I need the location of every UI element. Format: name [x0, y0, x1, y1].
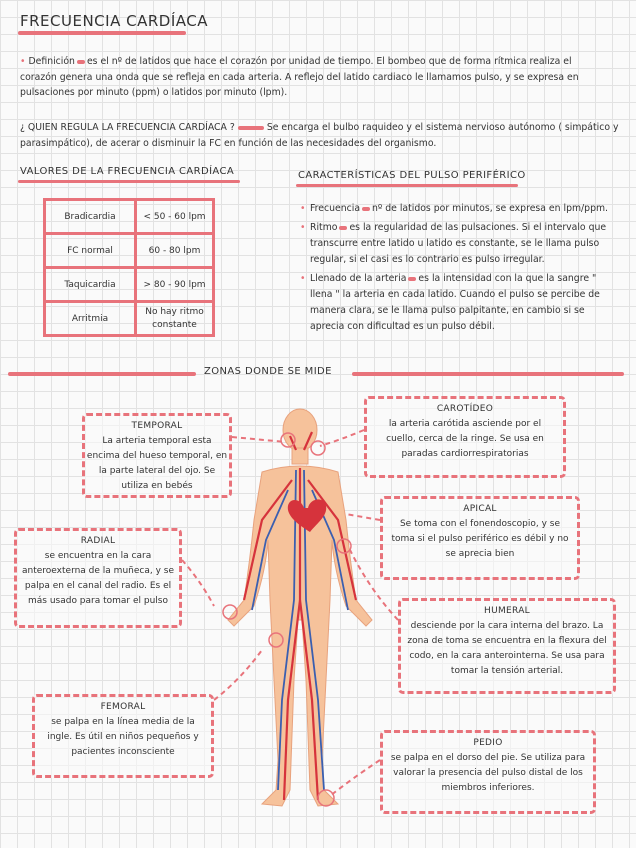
characteristic-label: Ritmo: [310, 222, 338, 233]
bullet-icon: •: [300, 203, 306, 214]
zone-text: se palpa en la línea media de la ingle. Es útil en niños pequeños y pacientes inconsciente: [47, 717, 199, 757]
table-cell-name: FC normal: [45, 234, 136, 268]
table-cell-name: Taquicardia: [45, 268, 136, 302]
pedio-leader-line: [330, 760, 380, 796]
table-cell-value: 60 - 80 lpm: [136, 234, 214, 268]
characteristic-text: nº de latidos por minutos, se expresa en lpm/ppm.: [372, 203, 608, 214]
definition-text-a: es el nº de latidos que hace el corazón por unidad de tiempo. El bombeo que de forma rítmica realiza el: [86, 56, 572, 67]
definition-text-b: corazón genera una onda que se refleja en cada arteria. A reflejo del latido cardiaco le llamamos pulso, y se expresa en: [20, 71, 579, 83]
table-cell-value: < 50 - 60 lpm: [136, 200, 214, 234]
zone-title: FEMORAL: [100, 702, 146, 712]
zone-text: desciende por la cara interna del brazo. La zona de toma se encuentra en la flexura del codo, en la cara anterointerna. Se usa para tomar la tensión arterial.: [407, 621, 607, 676]
zone-text: la arteria carótida asciende por el cuello, cerca de la ringe. Se usa en paradas cardiorrespiratorias: [386, 419, 544, 459]
table-cell-value: No hay ritmo constante: [136, 302, 214, 336]
radial-zone-box: [14, 528, 182, 628]
zone-title: PEDIO: [473, 738, 503, 748]
bullet-icon: •: [20, 56, 26, 67]
zone-title: TEMPORAL: [131, 421, 183, 431]
characteristic-text: es la regularidad de las pulsaciones. Si el intervalo que transcurre entre latido u latido es constante, se le llama pulso regular, si el casi es lo contrario es pulso irregular.: [310, 222, 607, 265]
zone-title: HUMERAL: [484, 606, 530, 616]
apical-zone-box: [380, 496, 580, 580]
radial-leader-line: [182, 560, 214, 606]
bullet-icon: •: [300, 273, 306, 284]
zone-title: APICAL: [463, 504, 497, 514]
characteristics-section-title: CARACTERÍSTICAS DEL PULSO PERIFÉRICO: [298, 170, 526, 181]
regulation-text-a: Se encarga el bulbo raquideo y el sistema nervioso autónomo ( simpático y: [266, 122, 619, 133]
regulation-text-b: parasimpático), de acerar o disminuir la FC en función de las necesidades del organismo.: [20, 137, 437, 149]
table-cell-name: Bradicardia: [45, 200, 136, 234]
regulation-question: ¿ QUIEN REGULA LA FRECUENCIA CARDÍACA ?: [20, 122, 235, 133]
zone-title: CAROTÍDEO: [436, 404, 494, 414]
table-cell-name: Arritmia: [45, 302, 136, 336]
zone-text: se palpa en el dorso del pie. Se utiliza para valorar la presencia del pulso distal de los miembros inferiores.: [390, 753, 586, 793]
definition-text-c: pulsaciones por minuto (ppm) o latidos por minuto (lpm).: [20, 87, 288, 98]
femoral-leader-line: [214, 650, 262, 700]
characteristic-label: Frecuencia: [310, 203, 361, 214]
zone-text: La arteria temporal esta encima del hueso temporal, en la parte lateral del ojo. Se utiliza en bebés: [86, 436, 228, 491]
values-section-title: VALORES DE LA FRECUENCIA CARDÍACA: [20, 166, 235, 177]
temporal-leader-line: [232, 437, 286, 442]
zone-text: se encuentra en la cara anteroexterna de la muñeca, y se palpa en el canal del radio. Es el más usado para tomar el pulso: [22, 551, 174, 606]
pedio-zone-box: [380, 730, 596, 814]
page-title: FRECUENCIA CARDÍACA: [20, 12, 208, 30]
characteristic-label: Llenado de la arteria: [310, 273, 407, 284]
characteristic-text: es la intensidad con la que la sangre " llena " la arteria en cada latido. Cuando el pulso se percibe de manera clara, se le llama pulso palpitante, en cambio si se aprecia con dificultad es un pulso débil.: [310, 273, 600, 332]
bullet-icon: •: [300, 222, 306, 233]
zone-text: Se toma con el fonendoscopio, y se toma si el pulso periférico es débil y no se aprecia bien: [391, 519, 569, 559]
carotid-zone-box: [364, 396, 566, 478]
zone-title: RADIAL: [80, 536, 116, 546]
carotid-leader-line: [320, 430, 364, 446]
femoral-zone-box: [32, 694, 214, 778]
temporal-zone-box: [82, 413, 232, 498]
table-cell-value: > 80 - 90 lpm: [136, 268, 214, 302]
zones-section-title: ZONAS DONDE SE MIDE: [204, 366, 332, 377]
definition-label: Definición: [28, 56, 75, 67]
humeral-zone-box: [398, 598, 616, 694]
